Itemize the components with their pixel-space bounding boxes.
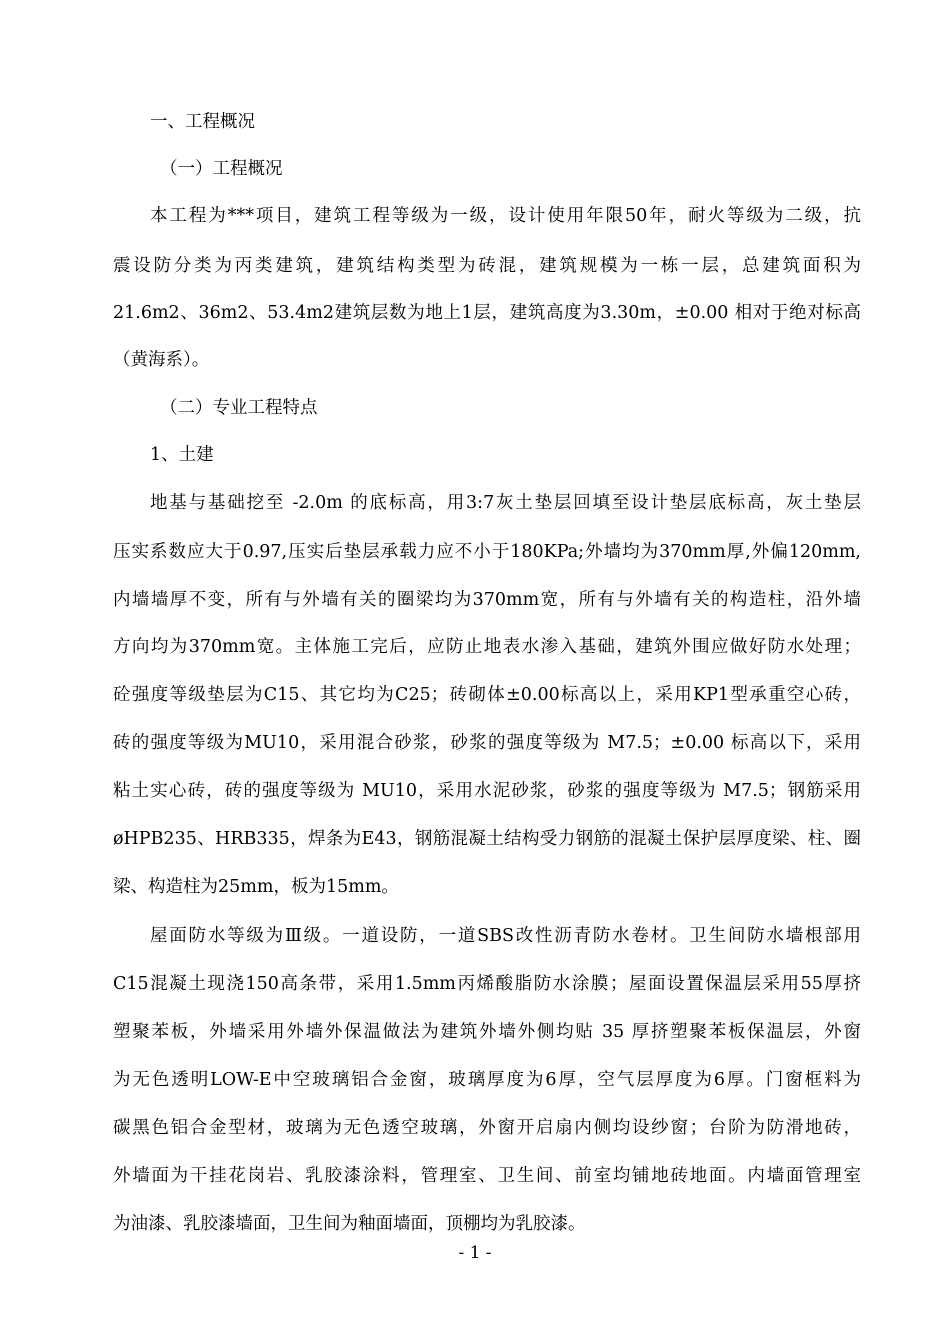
subsection-heading-features: （二）专业工程特点 (160, 398, 318, 418)
paragraph-line: 砖的强度等级为MU10，采用混合砂浆，砂浆的强度等级为 M7.5；±0.00 标高以下，采用 (113, 733, 861, 753)
item-heading-civil: 1、土建 (150, 445, 214, 465)
paragraph-line: 粘土实心砖，砖的强度等级为 MU10，采用水泥砂浆，砂浆的强度等级为 M7.5；钢筋采用 (113, 781, 861, 801)
paragraph-line: 屋面防水等级为Ⅲ级。一道设防，一道SBS改性沥青防水卷材。卫生间防水墙根部用 (150, 926, 861, 946)
page-number: - 1 - (458, 1243, 492, 1263)
paragraph-line: 方向均为370mm宽。主体施工完后，应防止地表水渗入基础，建筑外围应做好防水处理； (113, 637, 861, 657)
paragraph-line: 为无色透明LOW-E中空玻璃铝合金窗，玻璃厚度为6厚，空气层厚度为6厚。门窗框料为 (113, 1070, 861, 1090)
paragraph-line: 塑聚苯板，外墙采用外墙外保温做法为建筑外墙外侧均贴 35 厚挤塑聚苯板保温层，外窗 (113, 1022, 861, 1042)
paragraph-line: 碳黑色铝合金型材，玻璃为无色透空玻璃，外窗开启扇内侧均设纱窗；台阶为防滑地砖， (113, 1118, 861, 1138)
paragraph-line: C15混凝土现浇150高条带，采用1.5mm丙烯酸脂防水涂膜；屋面设置保温层采用55厚挤 (113, 974, 861, 994)
paragraph-line: 外墙面为干挂花岗岩、乳胶漆涂料，管理室、卫生间、前室均铺地砖地面。内墙面管理室 (113, 1166, 861, 1186)
paragraph-line: 21.6m2、36m2、53.4m2建筑层数为地上1层，建筑高度为3.30m，±0.00 相对于绝对标高 (113, 303, 861, 323)
paragraph-line: 震设防分类为丙类建筑，建筑结构类型为砖混，建筑规模为一栋一层，总建筑面积为 (113, 256, 861, 276)
paragraph-line: 压实系数应大于0.97,压实后垫层承载力应不小于180KPa;外墙均为370mm厚,外偏120mm, (113, 542, 861, 562)
paragraph-line: 为油漆、乳胶漆墙面，卫生间为釉面墙面，顶棚均为乳胶漆。 (113, 1214, 586, 1234)
paragraph-line: 梁、构造柱为25mm，板为15mm。 (113, 877, 399, 897)
paragraph-line: 砼强度等级垫层为C15、其它均为C25；砖砌体±0.00标高以上，采用KP1型承重空心砖， (113, 685, 861, 705)
paragraph-line: øHPB235、HRB335，焊条为E43，钢筋混凝土结构受力钢筋的混凝土保护层厚度梁、柱、圈 (113, 829, 861, 849)
paragraph-line: （黄海系）。 (113, 350, 210, 370)
paragraph-line: 地基与基础挖至 -2.0m 的底标高，用3:7灰土垫层回填至设计垫层底标高，灰土垫层 (150, 493, 861, 513)
section-heading: 一、工程概况 (150, 112, 255, 132)
subsection-heading-overview: （一）工程概况 (160, 159, 283, 179)
paragraph-line: 内墙墙厚不变，所有与外墙有关的圈梁均为370mm宽，所有与外墙有关的构造柱，沿外墙 (113, 590, 861, 610)
paragraph-line: 本工程为***项目，建筑工程等级为一级，设计使用年限50年，耐火等级为二级，抗 (150, 206, 861, 226)
